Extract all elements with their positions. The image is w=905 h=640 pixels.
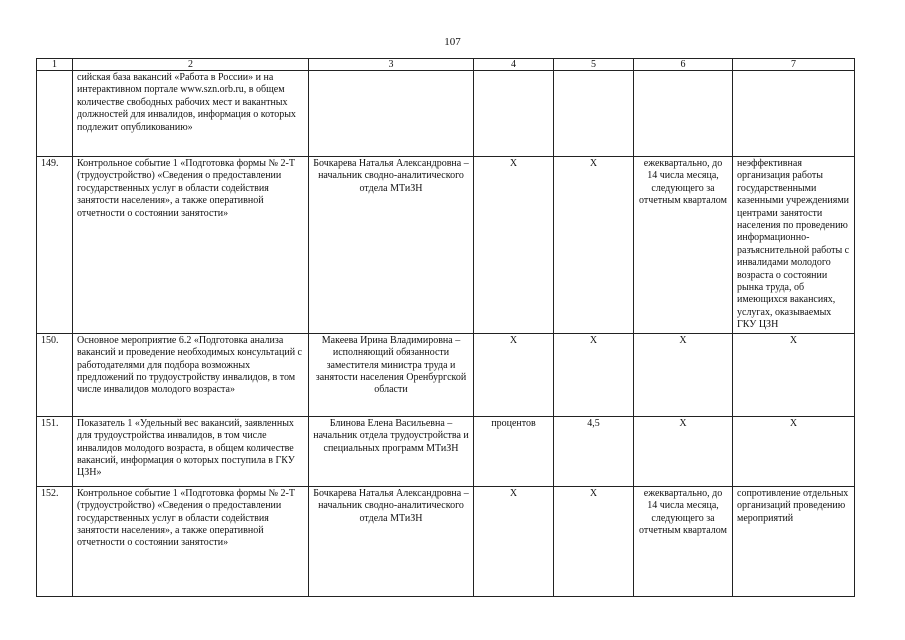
row-term: ежеквартально, до 14 числа месяца, следующего за отчетным кварталом: [634, 486, 733, 596]
row-unit: Х: [474, 157, 554, 334]
row-term: Х: [634, 333, 733, 416]
row-responsible: Бочкарева Наталья Александровна – начальник сводно-аналитического отдела МТиЗН: [309, 157, 474, 334]
row-description: сийская база вакансий «Работа в России» и на интерактивном портале www.szn.orb.ru, в общем количестве свободных рабочих мест и вакантных должностей для инвалидов, информация о которых подлежит опубликованию»: [73, 71, 309, 157]
row-risk: Х: [733, 333, 855, 416]
table-row: [37, 71, 855, 157]
row-term: ежеквартально, до 14 числа месяца, следующего за отчетным кварталом: [634, 157, 733, 334]
row-number: 152.: [37, 486, 73, 596]
row-responsible: [309, 71, 474, 157]
row-responsible: Бочкарева Наталья Александровна – начальник сводно-аналитического отдела МТиЗН: [309, 486, 474, 596]
table-row: [37, 486, 855, 596]
table-row: [37, 157, 855, 334]
row-number: 151.: [37, 416, 73, 486]
row-value: [554, 71, 634, 157]
row-number: [37, 71, 73, 157]
row-description: Основное мероприятие 6.2 «Подготовка анализа вакансий и проведение необходимых консультаций с работодателями для подбора возможных предложений по трудоустройству инвалидов, в том числе инвалидов молодого возраста»: [73, 333, 309, 416]
column-header: 4: [474, 59, 554, 71]
row-number: 150.: [37, 333, 73, 416]
row-risk: [733, 71, 855, 157]
row-responsible: Блинова Елена Васильевна – начальник отдела трудоустройства и специальных программ МТиЗН: [309, 416, 474, 486]
row-responsible: Макеева Ирина Владимировна – исполняющий обязанности заместителя министра труда и занятости населения Оренбургской области: [309, 333, 474, 416]
row-risk: неэффективная организация работы государственными казенными учреждениями центрами занятости населения по проведению информационно-разъяснительной работы с инвалидами молодого возраста о состоянии рынка труда, об имеющихся вакансиях, услугах, оказываемых ГКУ ЦЗН: [733, 157, 855, 334]
row-term: [634, 71, 733, 157]
row-description: Показатель 1 «Удельный вес вакансий, заявленных для трудоустройства инвалидов, в том числе инвалидов молодого возраста, в общем количестве вакансий, информация о которых поступила в ГКУ ЦЗН»: [73, 416, 309, 486]
column-header: 6: [634, 59, 733, 71]
row-value: Х: [554, 333, 634, 416]
column-header: 3: [309, 59, 474, 71]
row-value: 4,5: [554, 416, 634, 486]
row-value: Х: [554, 157, 634, 334]
column-header: 1: [37, 59, 73, 71]
page-number: 107: [444, 36, 461, 48]
row-risk: Х: [733, 416, 855, 486]
table-row: [37, 333, 855, 416]
row-term: Х: [634, 416, 733, 486]
row-description: Контрольное событие 1 «Подготовка формы № 2-Т (трудоустройство) «Сведения о предоставлении государственных услуг в области содействия занятости населения», а также оперативной отчетности о состоянии занятости»: [73, 486, 309, 596]
row-unit: процентов: [474, 416, 554, 486]
column-header: 2: [73, 59, 309, 71]
column-number-row: [37, 59, 855, 71]
column-header: 7: [733, 59, 855, 71]
row-unit: Х: [474, 333, 554, 416]
row-unit: [474, 71, 554, 157]
row-risk: сопротивление отдельных организаций проведению мероприятий: [733, 486, 855, 596]
row-unit: Х: [474, 486, 554, 596]
row-description: Контрольное событие 1 «Подготовка формы № 2-Т (трудоустройство) «Сведения о предоставлении государственных услуг в области содействия занятости населения», а также оперативной отчетности о состоянии занятости»: [73, 157, 309, 334]
row-number: 149.: [37, 157, 73, 334]
column-header: 5: [554, 59, 634, 71]
table-row: [37, 416, 855, 486]
row-value: Х: [554, 486, 634, 596]
plan-table: [36, 58, 855, 597]
